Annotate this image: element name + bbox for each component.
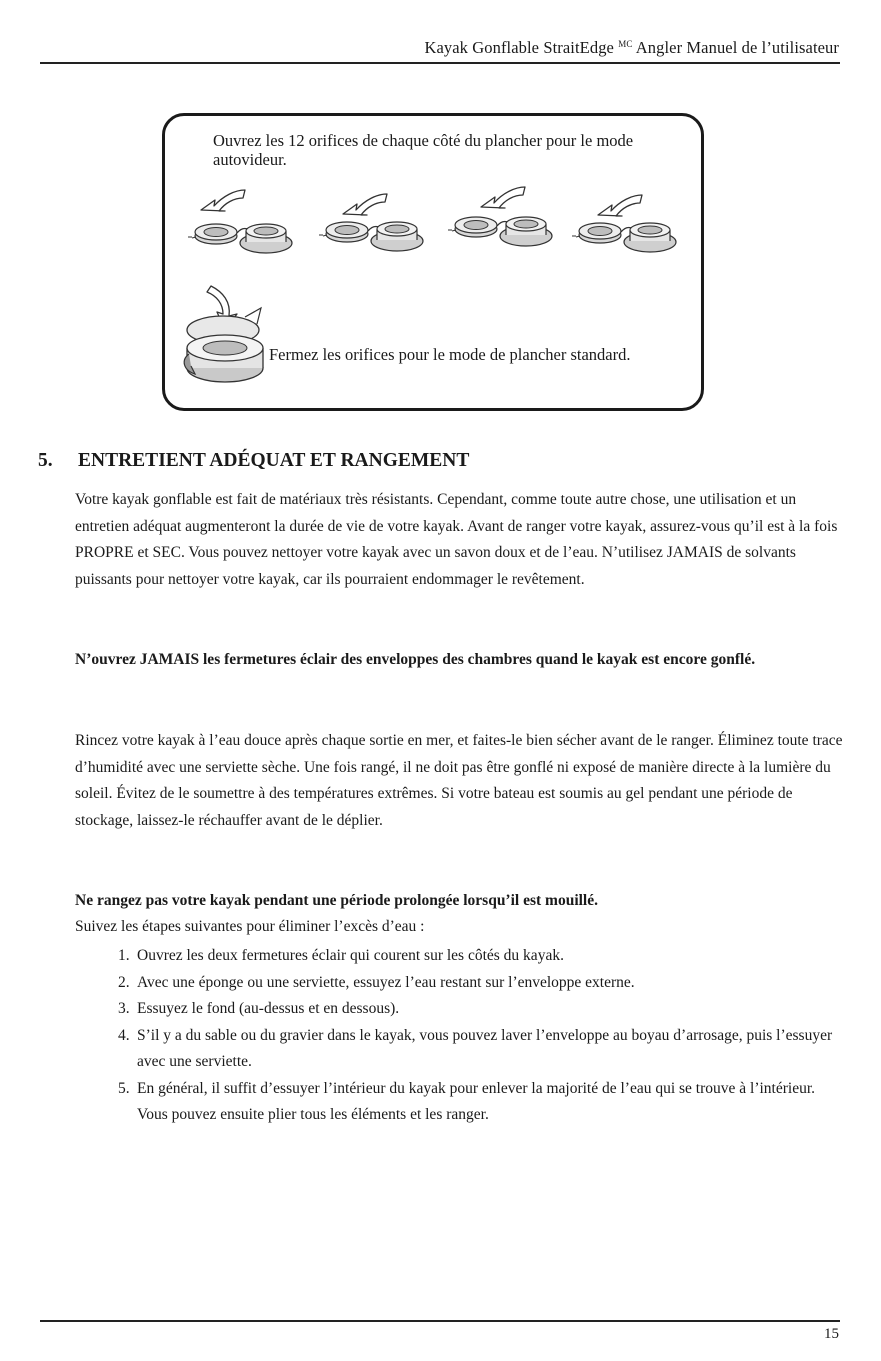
step-text: En général, il suffit d’essuyer l’intérieur du kayak pour enlever la majorité de l’eau qui se trouve à l’intérieur. Vous pouvez ensuite plier tous les éléments et les ranger. — [137, 1079, 816, 1123]
section-heading — [38, 450, 469, 472]
steps-intro: Suivez les étapes suivantes pour éliminer l’excès d’eau : — [75, 918, 425, 935]
step-text: Ouvrez les deux fermetures éclair qui courent sur les côtés du kayak. — [137, 947, 564, 964]
drying-steps-list — [118, 943, 843, 1129]
running-header — [424, 38, 839, 58]
open-valves-caption: Ouvrez les 12 orifices de chaque côté du plancher pour le mode autovideur. — [213, 131, 634, 169]
list-item — [118, 996, 843, 1023]
step-text: Avec une éponge ou une serviette, essuyez l’eau restant sur l’enveloppe externe. — [137, 973, 635, 991]
list-item — [118, 943, 843, 970]
step-number: 1. — [118, 947, 130, 964]
header-rule — [40, 62, 840, 64]
footer-rule — [40, 1320, 840, 1322]
section-title: ENTRETIENT ADÉQUAT ET RANGEMENT — [78, 450, 470, 471]
section-number: 5. — [38, 450, 53, 471]
wet-storage-warning: Ne rangez pas votre kayak pendant une période prolongée lorsqu’il est mouillé. — [75, 892, 598, 909]
drain-valve-callout — [162, 113, 704, 411]
step-number: 4. — [118, 1026, 130, 1044]
step-number: 3. — [118, 1000, 130, 1017]
step-text: Essuyez le fond (au-dessus et en dessous). — [137, 1000, 400, 1017]
care-paragraph: Votre kayak gonflable est fait de matériaux très résistants. Cependant, comme toute autre chose, une utilisation et un entretien adéquat augmenteront la durée de vie de votre kayak. Avant de ranger votre kayak, assurez-vous qu’il est à la fois PROPRE et SEC. Vous pouvez nettoyer votre kayak avec un savon doux et de l’eau. N’utilisez JAMAIS de solvants puissants pour nettoyer votre kayak, car ils pourraient endommager le revêtement. — [75, 491, 838, 588]
drain-valve-illustration — [165, 116, 707, 414]
step-number: 2. — [118, 973, 130, 991]
rinse-paragraph: Rincez votre kayak à l’eau douce après chaque sortie en mer, et faites-le bien sécher avant de le ranger. Éliminez toute trace d’humidité avec une serviette sèche. Une fois rangé, il ne doit pas être gonflé ni exposé de manière directe à la lumière du soleil. Évitez de le soumettre à des températures extrêmes. Si votre bateau est soumis au gel pendant une période de stockage, laissez-le réchauffer avant de le déplier. — [75, 732, 843, 829]
zipper-warning: N’ouvrez JAMAIS les fermetures éclair des enveloppes des chambres quand le kayak est encore gonflé. — [75, 651, 756, 668]
step-number: 5. — [118, 1079, 130, 1097]
list-item — [118, 1023, 843, 1076]
header-trademark-mark: MC — [618, 39, 633, 49]
page-number: 15 — [824, 1326, 839, 1342]
step-text: S’il y a du sable ou du gravier dans le kayak, vous pouvez laver l’enveloppe au boyau d’arrosage, puis l’essuyer avec une serviette. — [137, 1026, 833, 1070]
list-item — [118, 970, 843, 997]
close-valves-caption: Fermez les orifices pour le mode de plancher standard. — [269, 345, 631, 364]
header-title-rest: Angler Manuel de l’utilisateur — [635, 38, 839, 57]
list-item — [118, 1076, 843, 1129]
header-title-main: Kayak Gonflable StraitEdge — [424, 38, 614, 57]
